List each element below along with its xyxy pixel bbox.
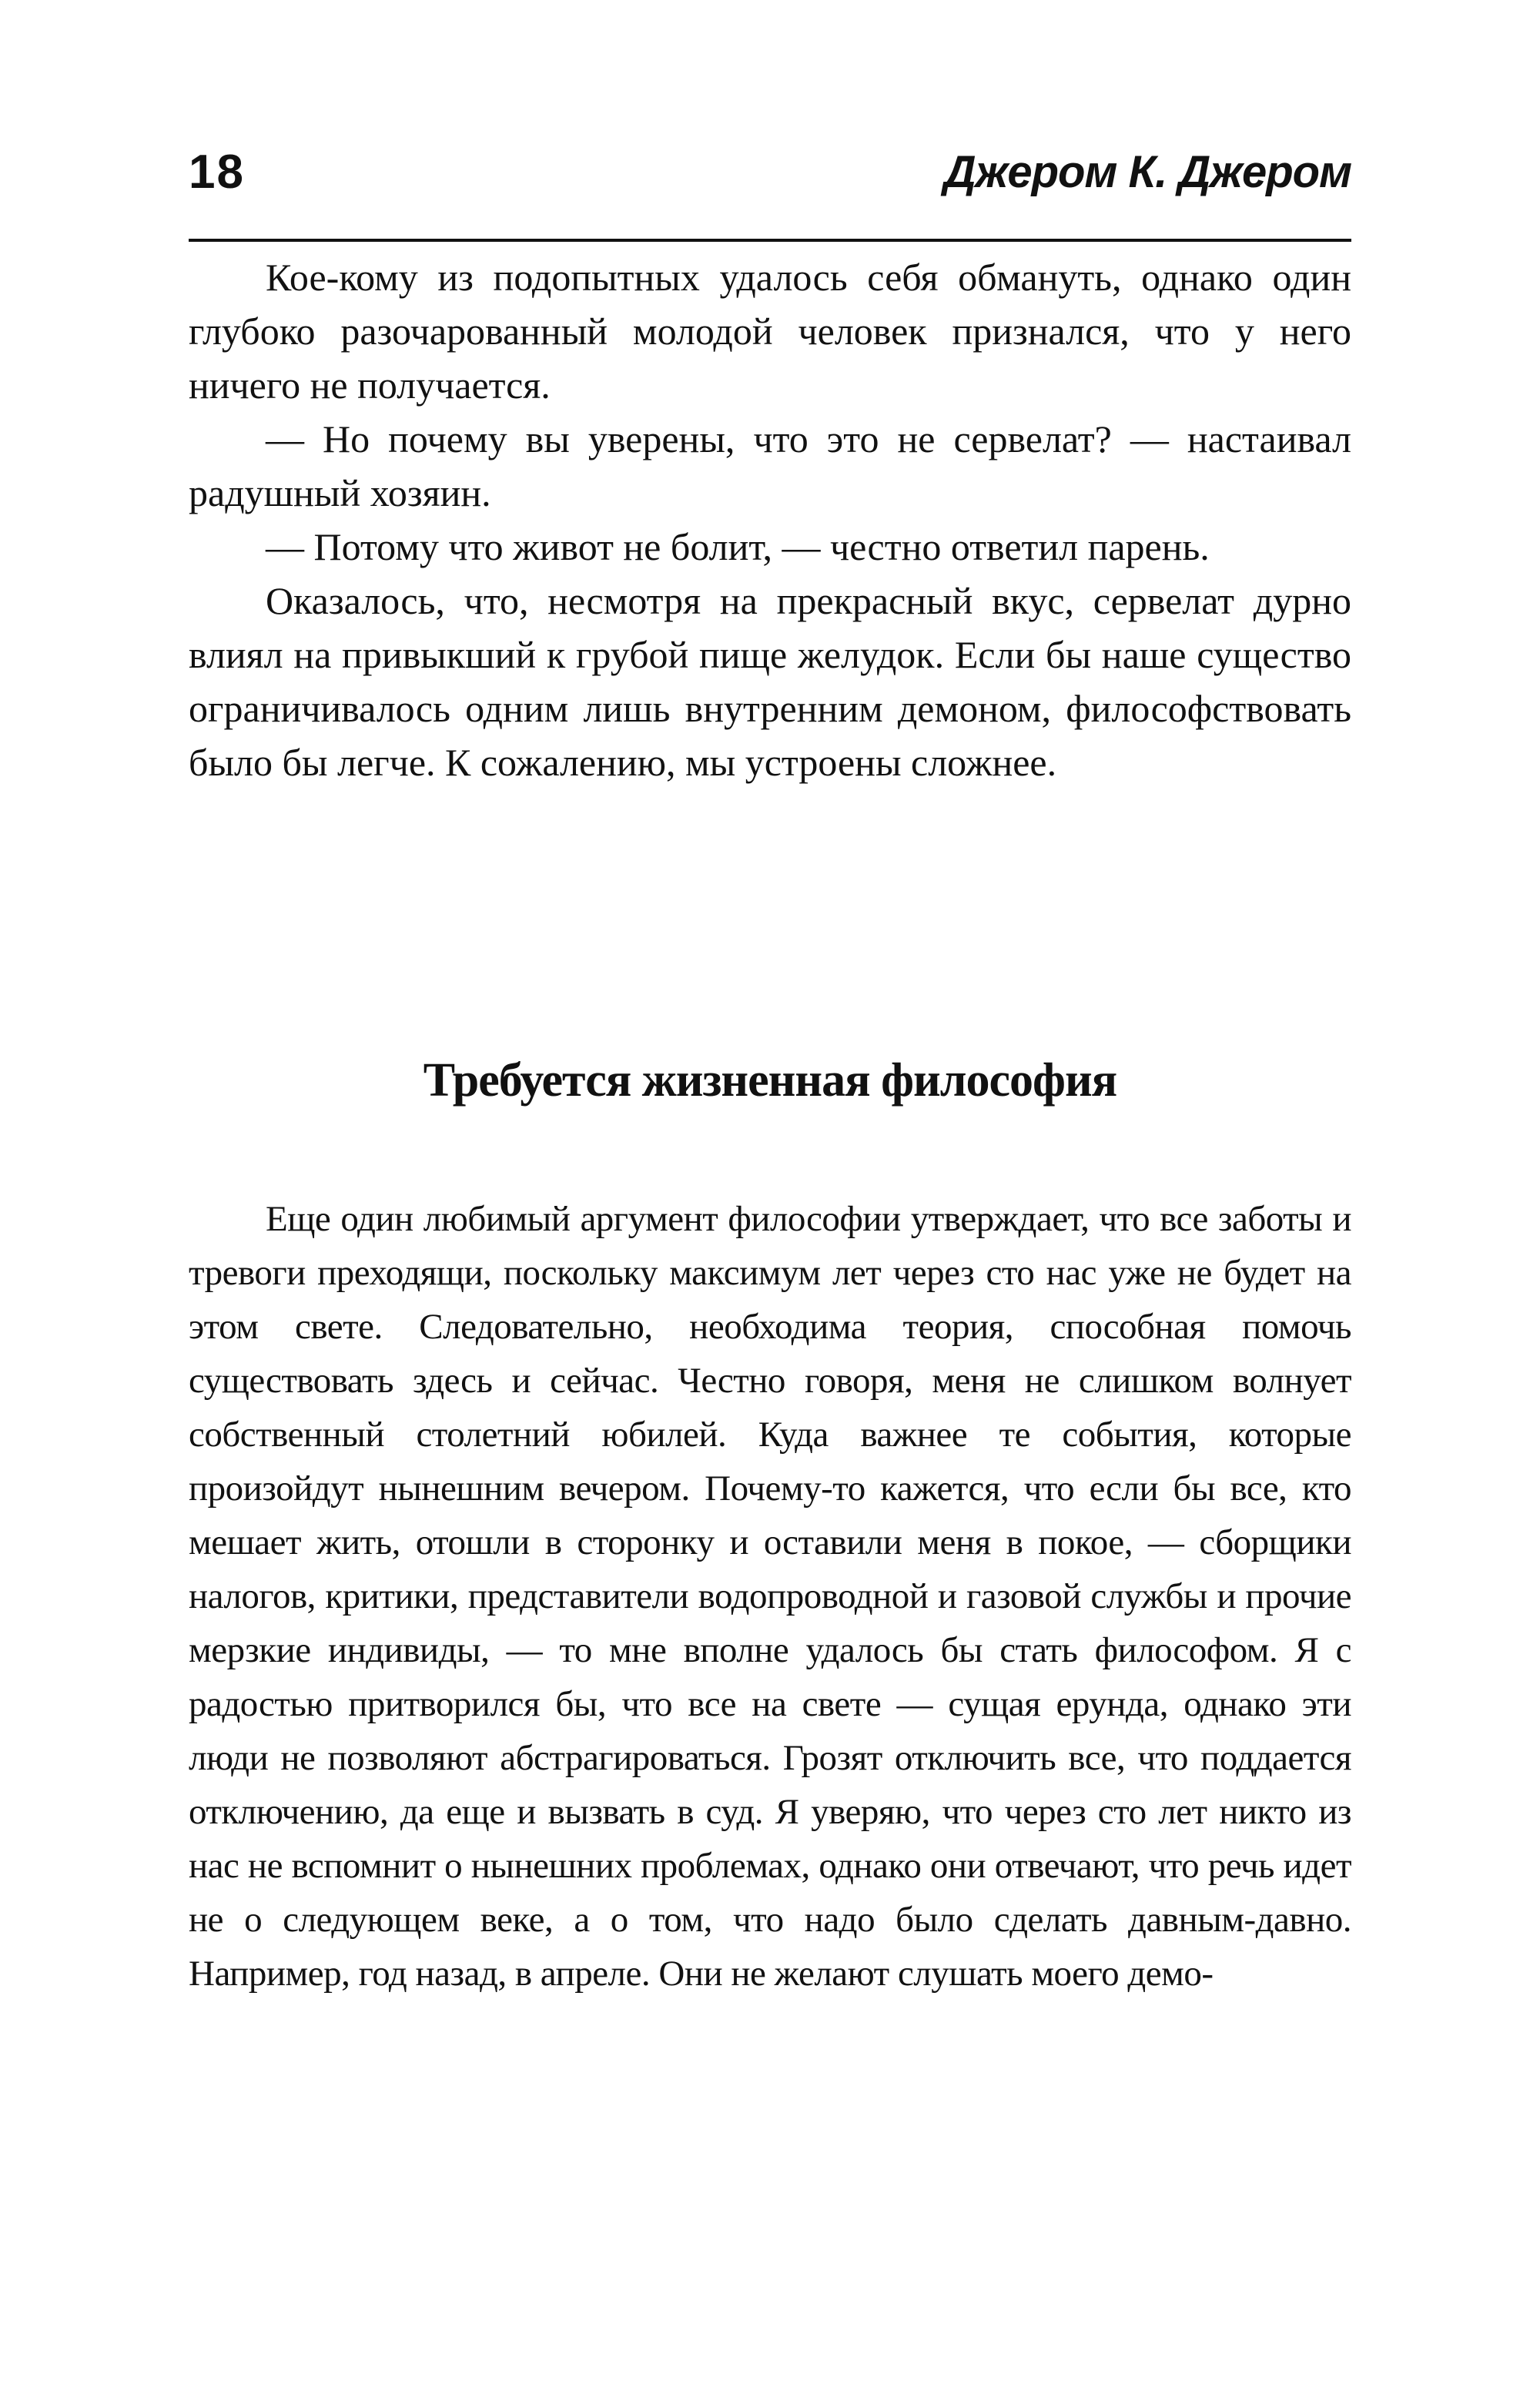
page-number: 18 bbox=[189, 146, 245, 199]
text-section-2 bbox=[189, 1192, 1351, 2001]
paragraph: Еще один любимый аргумент философии утверждает, что все заботы и тревоги преходящи, поскольку максимум лет через сто нас уже не будет на этом свете. Следовательно, необходима теория, способная помочь существовать здесь и сейчас. Честно говоря, меня не слишком волнует собственный столетний юбилей. Куда важнее те события, которые произойдут нынешним вечером. Почему-то кажется, что если бы все, кто мешает жить, отошли в сторонку и оставили меня в покое, — сборщики налогов, критики, представители водопроводной и газовой службы и прочие мерзкие индивиды, — то мне вполне удалось бы стать философом. Я с радостью притворился бы, что все на свете — сущая ерунда, однако эти люди не позволяют абстрагироваться. Грозят отключить все, что поддается отключению, да еще и вызвать в суд. Я уверяю, что через сто лет никто из нас не вспомнит о нынешних проблемах, однако они отвечают, что речь идет не о следующем веке, а о том, что надо было сделать давным-давно. Например, год назад, в апреле. Они не желают слушать моего демо- bbox=[189, 1199, 1351, 1994]
paragraph: — Потому что живот не болит, — честно ответил парень. bbox=[266, 525, 1210, 568]
section-title: Требуется жизненная философия bbox=[423, 1054, 1117, 1107]
paragraph: — Но почему вы уверены, что это не сервелат? — настаивал радушный хозяин. bbox=[189, 417, 1351, 514]
running-title: Джером К. Джером bbox=[943, 147, 1351, 197]
text-section-1 bbox=[189, 250, 1351, 789]
paragraph: Кое-кому из подопытных удалось себя обмануть, однако один глубоко разочарованный молодой человек признался, что у него ничего не получается. bbox=[189, 256, 1351, 407]
paragraph: Оказалось, что, несмотря на прекрасный вкус, сервелат дурно влиял на привыкший к грубой пище желудок. Если бы наше существо ограничивалось одним лишь внутренним демоном, философствовать было бы легче. К сожалению, мы устроены сложнее. bbox=[189, 579, 1351, 784]
page-header bbox=[189, 139, 1351, 242]
